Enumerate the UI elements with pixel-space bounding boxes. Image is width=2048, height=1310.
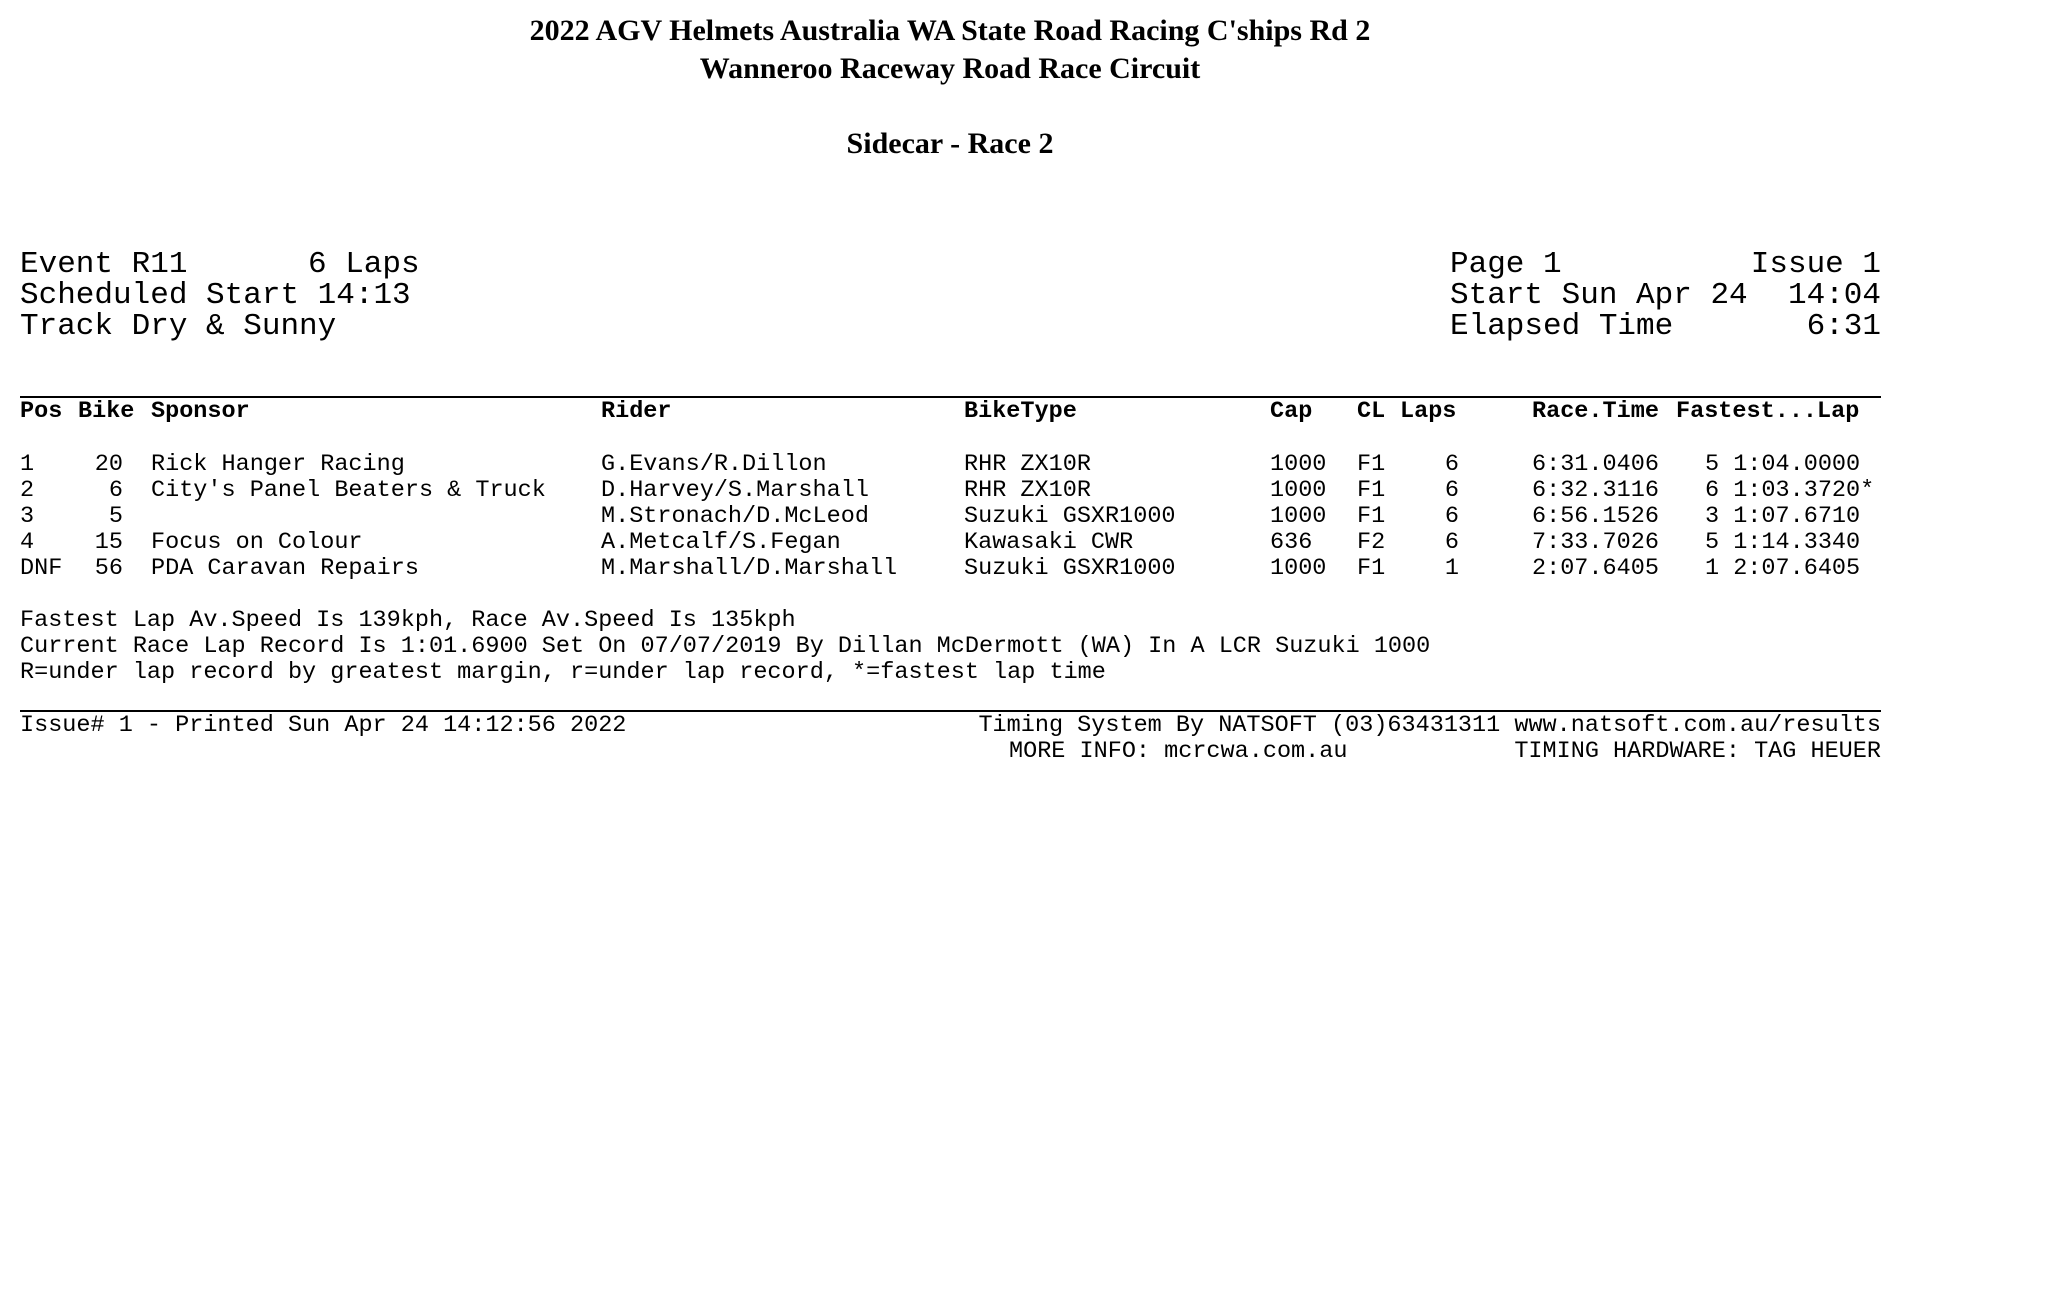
row-biketype: Suzuki GSXR1000 (964, 555, 1176, 582)
timing-system: Timing System By NATSOFT (03)63431311 www.natsoft.com.au/results (978, 712, 1881, 739)
row-sponsor: Focus on Colour (151, 529, 363, 556)
row-pos: 2 (20, 477, 35, 504)
row-cl: F2 (1357, 529, 1386, 556)
row-rider: A.Metcalf/S.Fegan (601, 529, 841, 556)
row-pos: 3 (20, 503, 35, 530)
printed-info: Issue# 1 - Printed Sun Apr 24 14:12:56 2022 (20, 712, 627, 739)
row-bike: 15 (94, 529, 123, 556)
event-laps: 6 Laps (308, 247, 420, 282)
row-cap: 1000 (1270, 503, 1327, 530)
elapsed-value: 6:31 (1806, 309, 1881, 344)
col-biketype: BikeType (964, 398, 1077, 425)
row-laps: 6 (1444, 451, 1459, 478)
row-cap: 1000 (1270, 451, 1327, 478)
page-number: Page 1 (1450, 247, 1562, 282)
col-pos: Pos (20, 398, 63, 425)
row-cl: F1 (1357, 503, 1386, 530)
row-rider: G.Evans/R.Dillon (601, 451, 827, 478)
row-race-time: 6:56.1526 (1532, 503, 1659, 530)
row-bike: 6 (108, 477, 123, 504)
row-sponsor: Rick Hanger Racing (151, 451, 405, 478)
report-title: 2022 AGV Helmets Australia WA State Road Racing C'ships Rd 2 (529, 14, 1371, 47)
row-race-time: 6:32.3116 (1532, 477, 1659, 504)
row-race-time: 2:07.6405 (1532, 555, 1659, 582)
event-number: Event R11 (20, 247, 188, 282)
col-sponsor: Sponsor (151, 398, 250, 425)
legend-note: R=under lap record by greatest margin, r=under lap record, *=fastest lap time (20, 659, 1106, 686)
row-pos: 1 (20, 451, 35, 478)
col-cap: Cap (1270, 398, 1313, 425)
row-sponsor: PDA Caravan Repairs (151, 555, 419, 582)
row-bike: 5 (108, 503, 123, 530)
row-cl: F1 (1357, 451, 1386, 478)
lap-record-note: Current Race Lap Record Is 1:01.6900 Set On 07/07/2019 By Dillan McDermott (WA) In A LCR Suzuki 1000 (20, 633, 1431, 660)
col-fastest-lap: Fastest...Lap (1676, 398, 1860, 425)
circuit-name: Wanneroo Raceway Road Race Circuit (699, 52, 1201, 85)
row-fastest-lap: 5 1:04.0000 (1705, 451, 1861, 478)
row-fastest-lap: 5 1:14.3340 (1705, 529, 1861, 556)
row-sponsor: City's Panel Beaters & Truck (151, 477, 546, 504)
race-name: Sidecar - Race 2 (846, 127, 1054, 160)
row-biketype: RHR ZX10R (964, 477, 1091, 504)
more-info: MORE INFO: mcrcwa.com.au (1009, 738, 1348, 765)
row-laps: 6 (1444, 503, 1459, 530)
row-cap: 1000 (1270, 555, 1327, 582)
row-biketype: Suzuki GSXR1000 (964, 503, 1176, 530)
row-rider: D.Harvey/S.Marshall (601, 477, 869, 504)
start-time: 14:04 (1787, 278, 1881, 313)
row-pos: DNF (20, 555, 63, 582)
row-laps: 6 (1444, 529, 1459, 556)
scheduled-start: Scheduled Start 14:13 (20, 278, 411, 313)
start-label: Start Sun Apr 24 (1450, 278, 1748, 313)
row-rider: M.Marshall/D.Marshall (601, 555, 898, 582)
row-pos: 4 (20, 529, 35, 556)
row-race-time: 6:31.0406 (1532, 451, 1659, 478)
timing-hardware: TIMING HARDWARE: TAG HEUER (1514, 738, 1881, 765)
row-cl: F1 (1357, 477, 1386, 504)
col-cl: CL (1357, 398, 1386, 425)
row-fastest-lap: 1 2:07.6405 (1705, 555, 1861, 582)
issue-number: Issue 1 (1750, 247, 1881, 282)
row-cap: 1000 (1270, 477, 1327, 504)
row-bike: 20 (94, 451, 123, 478)
row-cap: 636 (1270, 529, 1313, 556)
col-race-time: Race.Time (1532, 398, 1659, 425)
row-cl: F1 (1357, 555, 1386, 582)
col-bike: Bike (78, 398, 135, 425)
speed-note: Fastest Lap Av.Speed Is 139kph, Race Av.Speed Is 135kph (20, 607, 796, 634)
col-laps: Laps (1400, 398, 1457, 425)
row-race-time: 7:33.7026 (1532, 529, 1659, 556)
row-fastest-lap: 6 1:03.3720* (1705, 477, 1875, 504)
row-biketype: Kawasaki CWR (964, 529, 1134, 556)
row-bike: 56 (94, 555, 123, 582)
row-rider: M.Stronach/D.McLeod (601, 503, 869, 530)
col-rider: Rider (601, 398, 672, 425)
track-condition: Track Dry & Sunny (20, 309, 337, 344)
row-laps: 6 (1444, 477, 1459, 504)
row-biketype: RHR ZX10R (964, 451, 1091, 478)
row-fastest-lap: 3 1:07.6710 (1705, 503, 1861, 530)
elapsed-label: Elapsed Time (1450, 309, 1674, 344)
row-laps: 1 (1444, 555, 1459, 582)
